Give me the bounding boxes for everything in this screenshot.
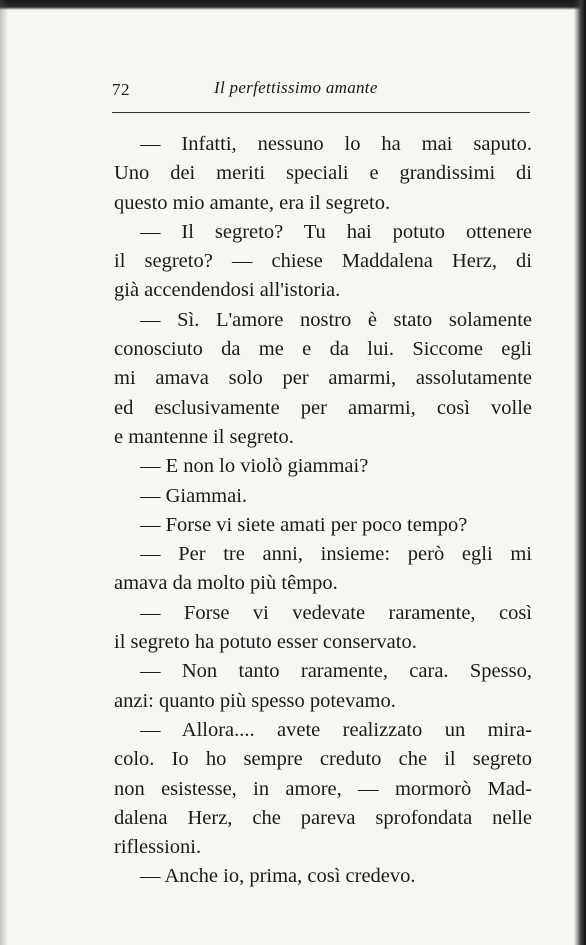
page-top-shadow (0, 0, 586, 10)
text-line: — Anche io, prima, così credevo. (140, 865, 416, 888)
body-text (114, 130, 532, 892)
text-line: — Per tre anni, insieme: però egli mi (140, 543, 532, 566)
text-line: — Giammai. (140, 484, 248, 507)
page-number: 72 (112, 80, 130, 99)
text-line: e mantenne il segreto. (114, 425, 294, 448)
text-line: ed esclusivamente per amarmi, così volle (114, 396, 532, 419)
text-line: conosciuto da me e da lui. Siccome egli (114, 338, 532, 361)
running-head (112, 78, 532, 106)
header-rule (112, 112, 530, 113)
text-line: riflessioni. (114, 836, 202, 859)
text-line: dalena Herz, che pareva sprofondata nelle (114, 806, 532, 829)
text-line: questo mio amante, era il segreto. (114, 191, 391, 214)
text-line: anzi: quanto più spesso potevamo. (114, 689, 396, 712)
text-line: amava da molto più têmpo. (114, 572, 338, 595)
text-line: — E non lo violò giammai? (140, 455, 369, 478)
text-line: colo. Io ho sempre creduto che il segreto (114, 748, 532, 771)
text-line: — Il segreto? Tu hai potuto ottenere (140, 220, 532, 243)
page-left-shadow (0, 0, 8, 945)
text-line: mi amava solo per amarmi, assolutamente (114, 367, 532, 390)
text-line: — Allora.... avete realizzato un mira- (140, 718, 532, 741)
text-line: — Infatti, nessuno lo ha mai saputo. (140, 133, 532, 155)
text-line: già accendendosi all'istoria. (114, 279, 341, 302)
text-line: — Non tanto raramente, cara. Spesso, (140, 660, 532, 683)
text-line: non esistesse, in amore, — mormorò Mad- (114, 777, 532, 800)
text-line: Uno dei meriti speciali e grandissimi di (114, 162, 532, 185)
text-line: il segreto? — chiese Maddalena Herz, di (114, 250, 532, 273)
text-line: — Forse vi siete amati per poco tempo? (140, 513, 468, 536)
text-line: — Sì. L'amore nostro è stato solamente (140, 308, 532, 331)
text-line: — Forse vi vedevate raramente, così (140, 601, 532, 624)
text-line: il segreto ha potuto esser conservato. (114, 631, 417, 654)
page-binding-shadow (574, 0, 586, 945)
running-title: Il perfettissimo amante (214, 78, 378, 97)
